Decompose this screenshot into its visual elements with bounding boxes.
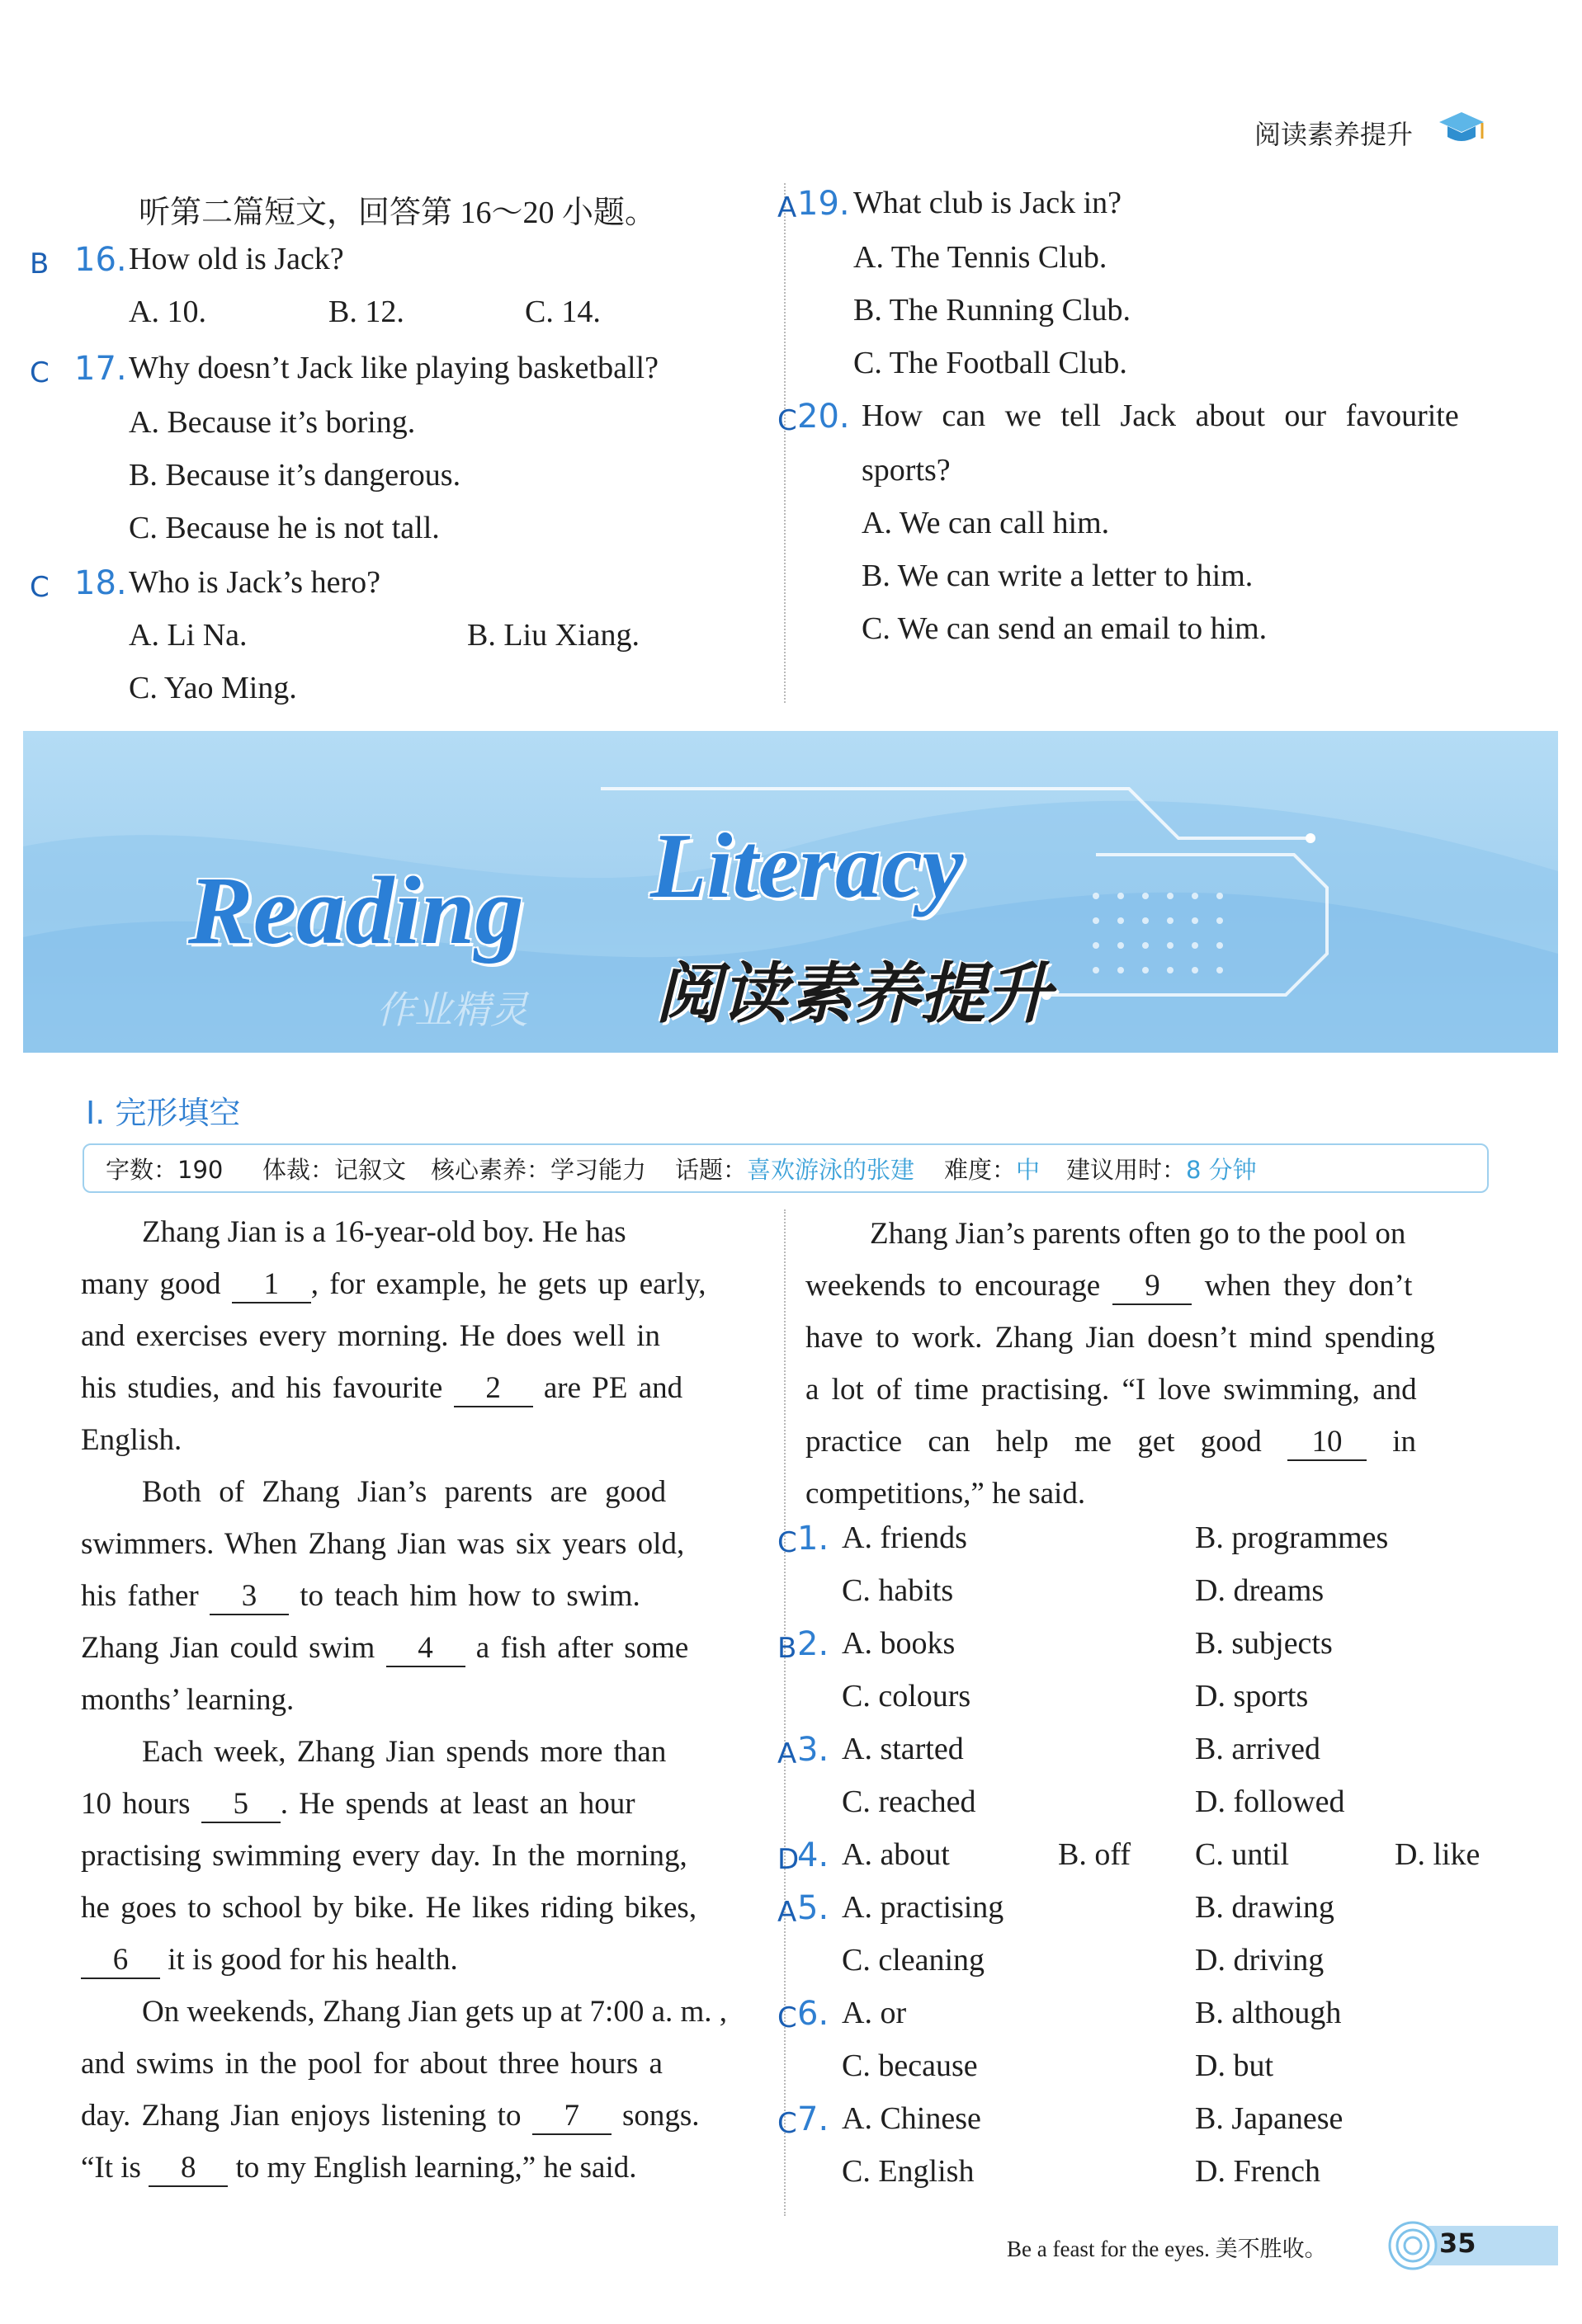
passage-line bbox=[81, 1310, 766, 1362]
info-genre bbox=[262, 1152, 406, 1186]
answer-mark: C bbox=[777, 404, 797, 437]
footer-slogan: Be a feast for the eyes. 美不胜收。 bbox=[1007, 2237, 1327, 2261]
label: 核心素养： bbox=[431, 1156, 551, 1184]
passage-text: when they don’t bbox=[1192, 1269, 1413, 1303]
answer-mark: C bbox=[30, 571, 50, 604]
passage-text: months’ learning. bbox=[81, 1683, 295, 1717]
passage-line bbox=[81, 1882, 766, 1934]
question-number: 16. bbox=[74, 241, 127, 279]
option: B. We can write a letter to him. bbox=[862, 559, 1254, 593]
passage-text: have to work. Zhang Jian doesn’t mind spending bbox=[805, 1321, 1435, 1355]
option: C. Because he is not tall. bbox=[129, 511, 440, 545]
option: A. friends bbox=[842, 1520, 967, 1555]
option: A. Chinese bbox=[842, 2101, 981, 2136]
passage-line bbox=[805, 1468, 1492, 1520]
value: 学习能力 bbox=[550, 1156, 647, 1184]
page-number: 35 bbox=[1439, 2227, 1476, 2259]
option: D. French bbox=[1195, 2154, 1320, 2189]
column-divider bbox=[784, 1209, 786, 2216]
cloze-section-label: Ⅰ. 完形填空 bbox=[86, 1095, 241, 1131]
option: B. arrived bbox=[1195, 1732, 1320, 1766]
option: B. The Running Club. bbox=[853, 293, 1131, 328]
option: A. We can call him. bbox=[862, 506, 1110, 540]
info-difficulty bbox=[944, 1152, 1040, 1186]
label: 建议用时： bbox=[1066, 1156, 1187, 1184]
option: C. 14. bbox=[525, 295, 601, 329]
passage-text: Zhang Jian’s parents often go to the pool on bbox=[870, 1217, 1406, 1251]
answer-mark: C bbox=[777, 2107, 797, 2140]
question-text: How old is Jack? bbox=[129, 242, 344, 276]
passage-line bbox=[81, 1206, 766, 1258]
option: A. practising bbox=[842, 1890, 1004, 1925]
passage-text: English. bbox=[81, 1423, 182, 1457]
passage-line bbox=[81, 1726, 766, 1778]
option: D. followed bbox=[1195, 1784, 1345, 1819]
option: B. Japanese bbox=[1195, 2101, 1344, 2136]
passage-line bbox=[81, 1414, 766, 1466]
option: C. colours bbox=[842, 1679, 971, 1714]
passage-text: practising swimming every day. In the morning, bbox=[81, 1839, 687, 1873]
option: D. driving bbox=[1195, 1943, 1325, 1978]
answer-mark: B bbox=[30, 247, 50, 280]
option: B. off bbox=[1058, 1837, 1131, 1872]
blank-number: 7 bbox=[532, 2099, 612, 2135]
answer-mark: D bbox=[777, 1843, 800, 1876]
passage-line bbox=[81, 2090, 766, 2142]
passage-text: swimmers. When Zhang Jian was six years old, bbox=[81, 1527, 685, 1561]
question-number: 19. bbox=[797, 185, 850, 223]
answer-mark: C bbox=[777, 1526, 797, 1559]
section-header-title: 阅读素养提升 bbox=[1254, 119, 1414, 150]
passage-line bbox=[81, 1778, 766, 1830]
question-number: 6. bbox=[797, 1995, 829, 2033]
info-literacy bbox=[431, 1152, 646, 1186]
passage-text: weekends to encourage bbox=[805, 1269, 1113, 1303]
option: B. subjects bbox=[1195, 1626, 1333, 1661]
option: C. because bbox=[842, 2048, 978, 2083]
passage-line bbox=[805, 1312, 1492, 1364]
option: B. 12. bbox=[328, 295, 404, 329]
label: 字数： bbox=[106, 1156, 178, 1184]
blank-number: 6 bbox=[81, 1943, 160, 1979]
passage-line bbox=[805, 1208, 1492, 1260]
passage-line bbox=[81, 1466, 766, 1518]
passage-line bbox=[81, 2142, 766, 2194]
question-number: 18. bbox=[74, 564, 127, 602]
answer-mark: A bbox=[777, 1896, 797, 1929]
option: D. sports bbox=[1195, 1679, 1309, 1714]
passage-text: his father bbox=[81, 1579, 210, 1613]
option: A. started bbox=[842, 1732, 964, 1766]
question-text-continued: sports? bbox=[862, 453, 951, 488]
value: 190 bbox=[177, 1156, 224, 1184]
option: C. reached bbox=[842, 1784, 976, 1819]
value: 记叙文 bbox=[334, 1156, 407, 1184]
passage-line bbox=[81, 1362, 766, 1414]
passage-line bbox=[805, 1364, 1492, 1416]
option: A. Li Na. bbox=[129, 618, 248, 653]
graduation-cap-icon bbox=[1436, 106, 1487, 148]
passage-line bbox=[81, 1518, 766, 1570]
question-text: What club is Jack in? bbox=[853, 186, 1122, 220]
blank-number: 8 bbox=[149, 2151, 228, 2187]
spiral-icon bbox=[1386, 2219, 1439, 2272]
blank-number: 3 bbox=[210, 1579, 289, 1615]
question-number: 5. bbox=[797, 1889, 829, 1927]
passage-text: Each week, Zhang Jian spends more than bbox=[142, 1735, 667, 1769]
answer-mark: B bbox=[777, 1632, 797, 1665]
passage-text: songs. bbox=[611, 2099, 700, 2133]
passage-text: competitions,” he said. bbox=[805, 1477, 1086, 1511]
passage-line bbox=[81, 1934, 766, 1986]
option: C. We can send an email to him. bbox=[862, 611, 1268, 646]
watermark-text: 作业精灵 bbox=[376, 988, 528, 1032]
question-number: 2. bbox=[797, 1625, 829, 1663]
question-number: 3. bbox=[797, 1731, 829, 1769]
passage-line bbox=[81, 1258, 766, 1310]
passage-line bbox=[81, 1830, 766, 1882]
passage-line bbox=[81, 2038, 766, 2090]
passage-line bbox=[81, 1622, 766, 1674]
question-number: 4. bbox=[797, 1836, 829, 1874]
banner-title-reading: Reading bbox=[188, 856, 524, 964]
passage-text: to teach him how to swim. bbox=[288, 1579, 640, 1613]
answer-mark: A bbox=[777, 191, 797, 224]
question-text: Why doesn’t Jack like playing basketball? bbox=[129, 351, 659, 385]
passage-text: he goes to school by bike. He likes riding bikes, bbox=[81, 1891, 697, 1925]
option: A. books bbox=[842, 1626, 956, 1661]
label: 难度： bbox=[944, 1156, 1017, 1184]
option: A. about bbox=[842, 1837, 950, 1872]
passage-text: On weekends, Zhang Jian gets up at 7:00 a. m. , bbox=[142, 1995, 728, 2029]
passage-text: practice can help me get good bbox=[805, 1425, 1288, 1459]
passage-text: his studies, and his favourite bbox=[81, 1371, 454, 1405]
option: C. until bbox=[1195, 1837, 1290, 1872]
passage-text: Zhang Jian could swim bbox=[81, 1631, 386, 1665]
passage-text: , for example, he gets up early, bbox=[310, 1267, 706, 1301]
cloze-passage-right bbox=[805, 1208, 1492, 1520]
question-number: 7. bbox=[797, 2100, 829, 2138]
answer-mark: A bbox=[777, 1737, 797, 1770]
option: B. Liu Xiang. bbox=[467, 618, 640, 653]
label: 体裁： bbox=[262, 1156, 335, 1184]
passage-text: day. Zhang Jian enjoys listening to bbox=[81, 2099, 532, 2133]
info-topic bbox=[675, 1152, 914, 1186]
option: A. Because it’s boring. bbox=[129, 405, 416, 440]
banner-title-literacy: Literacy bbox=[650, 815, 964, 917]
question-text: How can we tell Jack about our favourite bbox=[862, 398, 1459, 433]
banner-subtitle: 阅读素养提升 bbox=[655, 955, 1051, 1032]
option: C. cleaning bbox=[842, 1943, 985, 1978]
blank-number: 10 bbox=[1287, 1425, 1367, 1461]
blank-number: 1 bbox=[232, 1267, 311, 1303]
passage-line bbox=[805, 1416, 1492, 1468]
passage-text: it is good for his health. bbox=[160, 1943, 458, 1977]
question-number: 17. bbox=[74, 350, 127, 388]
option: C. habits bbox=[842, 1573, 954, 1608]
option: C. Yao Ming. bbox=[129, 671, 297, 705]
column-divider bbox=[784, 183, 786, 703]
option: A. 10. bbox=[129, 295, 206, 329]
passage-text: a lot of time practising. “I love swimming, and bbox=[805, 1373, 1417, 1407]
question-number: 20. bbox=[797, 398, 850, 436]
passage-text: Both of Zhang Jian’s parents are good bbox=[142, 1475, 667, 1509]
info-time bbox=[1066, 1152, 1257, 1186]
passage-text: in bbox=[1367, 1425, 1417, 1459]
passage-line bbox=[81, 1986, 766, 2038]
passage-text: 10 hours bbox=[81, 1787, 201, 1821]
option: D. dreams bbox=[1195, 1573, 1325, 1608]
passage-text: a fish after some bbox=[465, 1631, 689, 1665]
option: B. Because it’s dangerous. bbox=[129, 458, 461, 493]
answer-mark: C bbox=[30, 356, 50, 389]
passage-text: . He spends at least an hour bbox=[280, 1787, 635, 1821]
passage-line bbox=[805, 1260, 1492, 1312]
passage-text: are PE and bbox=[532, 1371, 683, 1405]
option: D. like bbox=[1395, 1837, 1480, 1872]
label: 话题： bbox=[675, 1156, 748, 1184]
option: C. The Football Club. bbox=[853, 346, 1127, 380]
blank-number: 5 bbox=[201, 1787, 281, 1823]
listening-instruction: 听第二篇短文，回答第 16～20 小题。 bbox=[139, 196, 657, 230]
passage-text: and swims in the pool for about three hours a bbox=[81, 2047, 663, 2081]
option: D. but bbox=[1195, 2048, 1273, 2083]
option: B. although bbox=[1195, 1996, 1342, 2030]
passage-text: many good bbox=[81, 1267, 232, 1301]
passage-text: Zhang Jian is a 16-year-old boy. He has bbox=[142, 1215, 626, 1249]
value: 8 分钟 bbox=[1186, 1156, 1257, 1184]
cloze-passage-left bbox=[81, 1206, 766, 2194]
question-text: Who is Jack’s hero? bbox=[129, 565, 380, 600]
passage-text: “It is bbox=[81, 2151, 149, 2185]
reading-literacy-banner bbox=[23, 731, 1558, 1053]
blank-number: 2 bbox=[454, 1371, 533, 1407]
option: C. English bbox=[842, 2154, 975, 2189]
option: B. programmes bbox=[1195, 1520, 1389, 1555]
question-number: 1. bbox=[797, 1520, 829, 1558]
blank-number: 9 bbox=[1112, 1269, 1192, 1305]
passage-line bbox=[81, 1570, 766, 1622]
option: A. The Tennis Club. bbox=[853, 240, 1107, 275]
answer-mark: C bbox=[777, 2001, 797, 2034]
passage-text: and exercises every morning. He does well in bbox=[81, 1319, 661, 1353]
blank-number: 4 bbox=[386, 1631, 465, 1667]
passage-line bbox=[81, 1674, 766, 1726]
value: 喜欢游泳的张建 bbox=[747, 1156, 915, 1184]
option: A. or bbox=[842, 1996, 907, 2030]
passage-text: to my English learning,” he said. bbox=[228, 2151, 637, 2185]
info-word-count bbox=[106, 1152, 223, 1186]
option: B. drawing bbox=[1195, 1890, 1334, 1925]
value: 中 bbox=[1016, 1156, 1041, 1184]
